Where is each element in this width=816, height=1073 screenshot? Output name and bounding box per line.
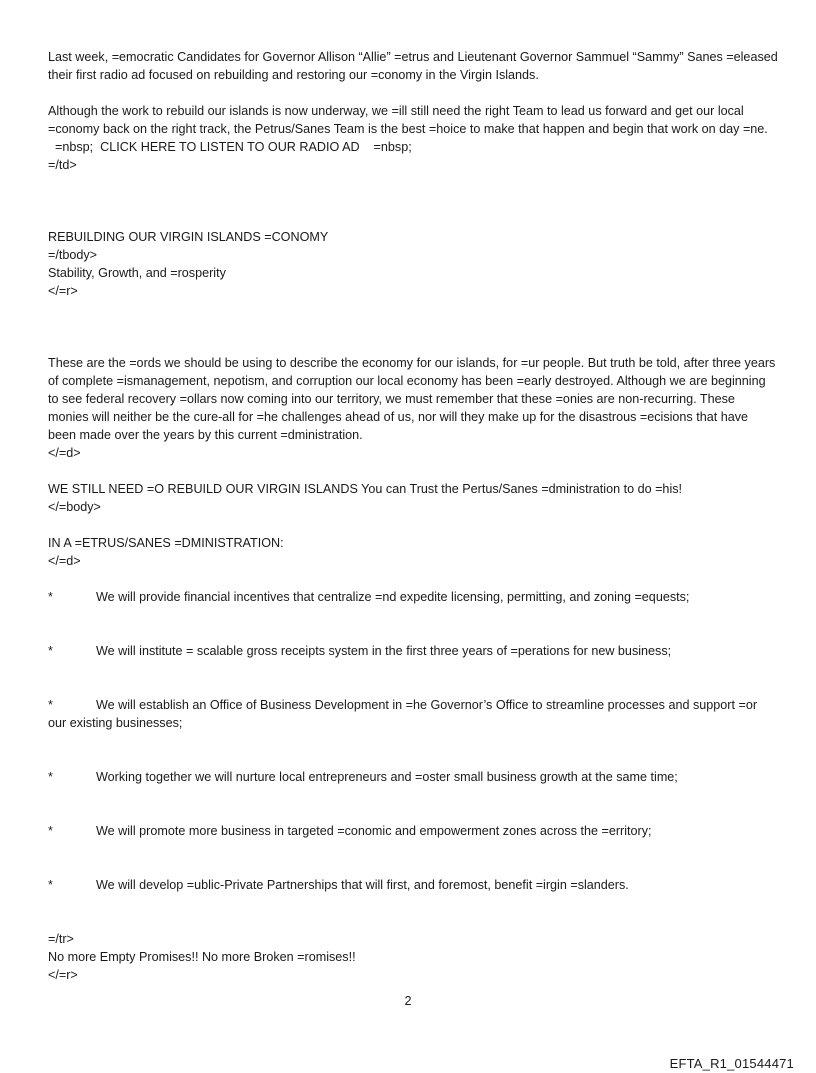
html-fragment: </=d>: [48, 554, 81, 568]
list-item: [48, 642, 778, 660]
list-item: [48, 768, 778, 786]
list-item-text: We will provide financial incentives that centralize =nd expedite licensing, permitting, and zoning =equests;: [96, 590, 690, 604]
html-fragment: </=r>: [48, 968, 78, 982]
economy-paragraph: These are the =ords we should be using to describe the economy for our islands, for =ur people. But truth be told, after three years of complete =ismanagement, nepotism, and corruption our local economy has been =early destroyed. Although we are beginning to see federal recovery =ollars now coming into our territory, we must remember that these =onies are non-recurring. These monies will neither be the cure-all for =he challenges ahead of us, nor will they make up for the disastrous =ecisions that have been made over the years by this current =dministration.: [48, 356, 776, 442]
html-fragment: =/td>: [48, 158, 77, 172]
work-paragraph: Although the work to rebuild our islands is now underway, we =ill still need the right Team to lead us forward and get our local =conomy back on the right track, the Petrus/Sanes Team is the best =hoice to make that happen and begin that work on day =ne.: [48, 104, 768, 136]
bullet-marker: *: [48, 590, 53, 604]
page-number: 2: [404, 994, 412, 1008]
bullet-marker: *: [48, 824, 53, 838]
bullet-marker: *: [48, 644, 53, 658]
list-item: [48, 822, 778, 840]
radio-ad-link[interactable]: =nbsp; CLICK HERE TO LISTEN TO OUR RADIO AD =nbsp;: [48, 140, 412, 154]
list-item-text: We will establish an Office of Business Development in =he Governor’s Office to streamline processes and support =or our existing businesses;: [48, 698, 758, 730]
bullet-marker: *: [48, 770, 53, 784]
html-fragment: </=body>: [48, 500, 101, 514]
list-item-text: Working together we will nurture local entrepreneurs and =oster small business growth at the same time;: [96, 770, 678, 784]
list-item-text: We will promote more business in targeted =conomic and empowerment zones across the =erritory;: [96, 824, 652, 838]
list-item: [48, 696, 778, 732]
still-need-paragraph: WE STILL NEED =O REBUILD OUR VIRGIN ISLANDS You can Trust the Pertus/Sanes =dministration to do =his!: [48, 482, 683, 496]
html-fragment: =/tbody>: [48, 248, 98, 262]
html-fragment: </=r>: [48, 284, 78, 298]
closing-line: No more Empty Promises!! No more Broken =romises!!: [48, 950, 356, 964]
list-item-text: We will develop =ublic-Private Partnerships that will first, and foremost, benefit =irgin =slanders.: [96, 878, 629, 892]
list-item-text: We will institute = scalable gross receipts system in the first three years of =perations for new business;: [96, 644, 672, 658]
section-heading: REBUILDING OUR VIRGIN ISLANDS =CONOMY: [48, 230, 329, 244]
bates-number: EFTA_R1_01544471: [669, 1056, 794, 1071]
html-fragment: </=d>: [48, 446, 81, 460]
list-item: [48, 588, 778, 606]
section-subheading: Stability, Growth, and =rosperity: [48, 266, 226, 280]
document-body: [48, 48, 778, 984]
administration-heading: IN A =ETRUS/SANES =DMINISTRATION:: [48, 536, 284, 550]
bullet-marker: *: [48, 878, 53, 892]
bullet-marker: *: [48, 698, 53, 712]
intro-paragraph: Last week, =emocratic Candidates for Governor Allison “Allie” =etrus and Lieutenant Governor Sammuel “Sammy” Sanes =eleased their first radio ad focused on rebuilding and restoring our =conomy in the Virgin Islands.: [48, 50, 778, 82]
html-fragment: =/tr>: [48, 932, 74, 946]
list-item: [48, 876, 778, 894]
